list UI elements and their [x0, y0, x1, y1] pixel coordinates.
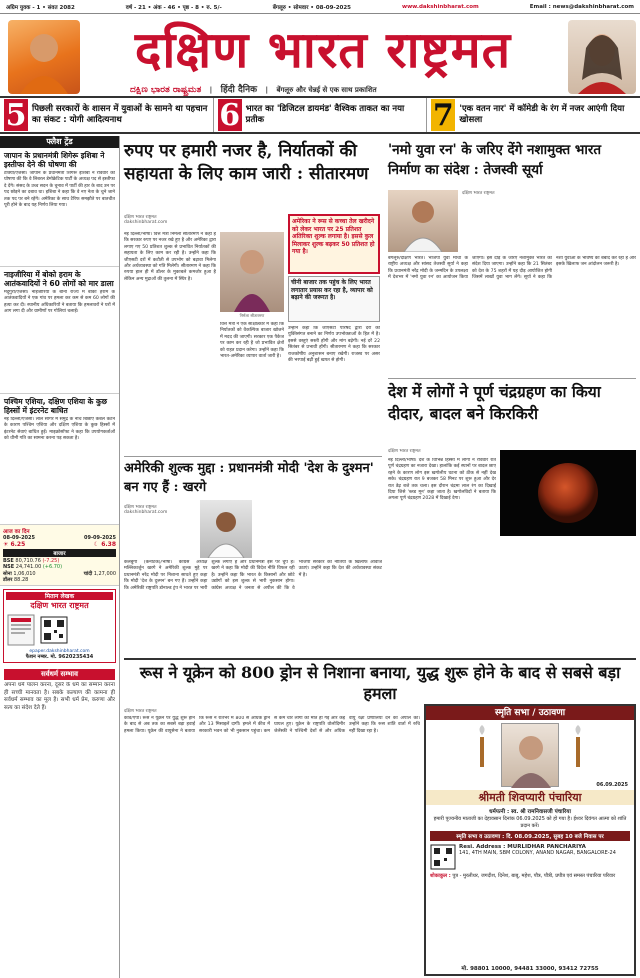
kharge-byline: दक्षिण भारत राष्ट्रमत dakshinbharat.com [124, 505, 168, 515]
bse-ticker: BSE 80,710.76 (-7.25) [3, 558, 60, 564]
newspaper-icon [6, 613, 36, 647]
eclipse-body: नई दिल्ली/भाषा। देश के विभिन्न हिस्सों में लोगों ने रविवार रात पूर्ण चंद्रग्रहण का नजारा देखा। हालांकि कई स्थानों पर बादल छाए रहने के कारण लोग इस खगोलीय घटना को ठीक से नहीं देख सके। चंद्रग्रहण रात 9 बजकर 58 मिनट पर शुरू हुआ और देर रात डेढ़ बजे तक चला। इस दौरान चंद्रमा लाल रंग का दिखाई दिया जिसे 'ब्लड मून' कहा जाता है। खगोलविदों ने बताया कि अगला पूर्ण चंद्रग्रहण 2028 में दिखाई देगा। [388, 458, 496, 502]
eclipse-headline[interactable]: देश में लोगों ने पूर्ण चंद्रग्रहण का किया दीदार, बादल बने किरकिरी [388, 378, 636, 444]
russia-byline: दक्षिण भारत राष्ट्रमत [124, 709, 157, 714]
lead-pull-quote [288, 214, 380, 274]
lead-byline: दक्षिण भारत राष्ट्रमत dakshinbharat.com [124, 215, 168, 225]
russia-body: कीव/एपी। रूस ने यूक्रेन पर युद्ध शुरू होने के बाद से अब तक का सबसे बड़ा हवाई हमला किया। यूक्रेन की वायुसेना ने बताया कि रूस ने रातभर में 800 से अधिक ड्रोन और 13 मिसाइलें दागीं। हमले में कीव में सरकारी भवन को भी नुकसान पहुंचा। कम से कम चार लोगों की मौत हो गई और कई घायल हुए। यूक्रेन के राष्ट्रपति वोलोदिमीर जेलेंस्की ने पश्चिमी देशों से और अधिक वायु रक्षा प्रणालियां देने की अपील की। उन्होंने कहा कि रूस शांति वार्ता में रुचि नहीं दिखा रहा है। [124, 716, 420, 734]
sunset-time: ☾ 6.38 [93, 541, 116, 548]
brief-body: मैदुगुरी/एजेंसी। नाइजीरिया के बोर्नो राज्य में बोको हराम के आतंकवादियों ने एक गांव पर हमला कर कम से कम 60 लोगों की हत्या कर दी। स्थानीय अधिकारियों ने बताया कि हमलावरों ने घरों में आग लगा दी और ग्रामीणों पर गोलियां चलाईं। [4, 290, 115, 315]
subscribe-phone: फैशन नम्बर. मो. 9620235434 [25, 654, 94, 660]
teaser-item[interactable] [0, 98, 214, 132]
market-date-next: 09-09-2025 [84, 535, 116, 541]
lead-photo-caption: निर्मला सीतारमण [239, 313, 265, 318]
teaser-page-number: 7 [432, 97, 454, 133]
teaser-text: 'एक वतन नार' में कॉमेडी के रंग में नजर आएंगी दिया खोसला [459, 104, 625, 125]
person-photo-icon [502, 724, 560, 788]
obit-resi-label: Resi. Address : MURLIDHAR PANCHARIYA [459, 844, 586, 850]
lead-photo [220, 232, 284, 312]
obit-meeting: स्मृति सभा व उठावणा : दि. 08.09.2025, सुबह 10 बजे निवास पर [430, 831, 630, 841]
teaser-item[interactable] [214, 98, 428, 132]
youth-photo [388, 190, 458, 252]
person-photo-icon [8, 20, 80, 94]
flash-trend-header: फ्लैश ट्रेंड [0, 136, 119, 148]
market-head: बाजार [3, 549, 116, 557]
masthead-subtitle: ದಕ್ಷಿಣ ಭಾರತ ರಾಷ್ಟ್ರಮತ | हिंदी दैनिक | बेंगलूरु और चेन्नई से एक साथ प्रकाशित [130, 85, 377, 95]
brief-body: टोक्यो/एजेंसी। जापान के प्रधानमंत्री शिगेरू इशिबा ने रविवार को घोषणा की कि वे लिबरल डेमोक्रेटिक पार्टी के अध्यक्ष पद से इस्तीफा दे देंगे। संसद के उच्च सदन के चुनाव में पार्टी की हार के बाद उन पर पद छोड़ने का दबाव था। इशिबा ने कहा कि वे नए नेता के चुने जाने तक पद पर बने रहेंगे। अमेरिका के साथ टैरिफ समझौते पर बातचीत पूरी होने के बाद यह निर्णय लिया गया। [4, 171, 115, 209]
brief-headline: जापान के प्रधानमंत्री शिगेरू इशिबा ने इस्तीफा देने की घोषणा की [4, 151, 105, 169]
teaser-text: पिछली सरकारों के शासन में युवाओं के सामने था पहचान का संकट : योगी आदित्यनाथ [32, 104, 208, 125]
youth-byline: दक्षिण भारत राष्ट्रमत [462, 191, 495, 196]
email-link[interactable]: Email : news@dakshinbharat.com [529, 3, 634, 10]
eclipse-body-cont [500, 540, 636, 638]
obit-photo-row [426, 720, 634, 790]
market-box [0, 525, 119, 586]
brief-story[interactable] [0, 267, 119, 394]
sarvdharm-box [0, 666, 119, 755]
youth-headline[interactable]: 'नमो युवा रन' के जरिए देंगे नशामुक्त भारत निर्माण का संदेश : तेजस्वी सूर्या [388, 142, 602, 178]
sarvdharm-body: अपना धर्म पालन करना, दूसरे के धर्म का सम्मान करना ही सच्ची मानवता है। सबके कल्याण की कामना ही सर्वधर्म सम्भाव का मूल है। सभी धर्म प्रेम, करुणा और सत्य का संदेश देते हैं। [4, 682, 115, 711]
obit-photo [501, 723, 559, 787]
obit-grief-block [426, 872, 634, 881]
usd-rate: डॉलर 88.28 [3, 577, 29, 583]
lead-body-col2: वित्त मंत्री ने एक साक्षात्कार में कहा कि निर्यातकों को वैकल्पिक बाजार खोजने में मदद की जाएगी। सरकार एक पैकेज पर काम कर रही है जो प्रभावित क्षेत्रों को राहत प्रदान करेगा। उन्होंने कहा कि भारत-अमेरिका व्यापार वार्ता जारी है। [220, 322, 284, 360]
kharge-headline[interactable]: अमेरिकी शुल्क मुद्दा : प्रधानमंत्री मोदी 'देश के दुश्मन' बन गए हैं : खरगे [124, 456, 382, 500]
obit-grief-names: पुत्र - मुरलीधर, जगदीश, दिनेश, बाबू, महेश, पौत्र, पौत्री, प्रपौत्र एवं समस्त पंचारिया परिवार [452, 873, 616, 879]
obit-date: 06.09.2025 [596, 782, 628, 788]
obit-grief-label: शोकाकुल : [430, 873, 451, 879]
subscribe-url[interactable]: epaper.dakshinbharat.com [29, 649, 90, 654]
sunrise-time: ☀ 6.25 [3, 541, 26, 548]
lead-body-col3: उन्होंने कहा कि जीएसटी परिषद द्वारा दरों को युक्तिसंगत बनाने का निर्णय उपभोक्ताओं के हित में है। इससे वस्तुएं सस्ती होंगी और मांग बढ़ेगी। नई दरें 22 सितंबर से प्रभावी होंगी। सीतारमण ने कहा कि सरकार राजकोषीय अनुशासन बनाए रखेगी। राजस्व पर असर की भरपाई बढ़ी हुई खपत से होगी। [288, 326, 380, 364]
obit-resi-address: 141, 4TH MAIN, SBM COLONY, ANAND NAGAR, BANGALORE-24 [459, 850, 616, 856]
issue-date: बेंगलूरु • सोमवार • 08-09-2025 [272, 4, 352, 11]
teaser-page-number: 5 [5, 97, 27, 133]
subscribe-paper: दक्षिण भारत राष्ट्रमत [30, 600, 89, 610]
actress-portrait [568, 20, 636, 94]
blood-moon-icon [500, 450, 636, 536]
top-info-bar [0, 0, 640, 14]
lead-body-col1: नई दिल्ली/भाषा। वित्त मंत्री निर्मला सीतारमण ने कहा है कि सरकार रुपए पर नजर रखे हुए है और अमेरिका द्वारा लगाए गए 50 प्रतिशत शुल्क से प्रभावित निर्यातकों की सहायता के लिए काम कर रही है। उन्होंने कहा कि जीएसटी दरों में कटौती से उपभोग को बढ़ावा मिलेगा और अर्थव्यवस्था को गति मिलेगी। सीतारमण ने कहा कि रुपया हाल ही में डॉलर के मुकाबले कमजोर हुआ है लेकिन अन्य मुद्राओं की तुलना में स्थिर है। [124, 232, 216, 282]
brief-body: नई दिल्ली/एजेंसी। लाल सागर में समुद्र के नीचे बिछाए केबल कटने के कारण पश्चिम एशिया और दक्षिण एशिया के कुछ हिस्सों में इंटरनेट सेवाएं बाधित हुईं। माइक्रोसॉफ्ट ने कहा कि उपयोगकर्ताओं को धीमी गति का सामना करना पड़ सकता है। [4, 417, 115, 442]
obit-body: हमारी पूज्यनीय माताजी का देहावसान दिनांक 06.09.2025 को हो गया है। ईश्वर दिवंगत आत्मा को शांति प्रदान करें। [433, 816, 627, 829]
volume-label: वर्ष - 21 • अंक - 46 • पृष्ठ - 8 • रु. 5/- [125, 4, 222, 11]
teaser-item[interactable] [427, 98, 640, 132]
brief-headline: नाइजीरिया में बोको हराम के आतंकवादियों ने 60 लोगों को मार डाला [4, 270, 114, 288]
left-column [0, 136, 120, 978]
person-photo-icon [568, 20, 636, 94]
pull-quote-text: चीनी बाजार तक पहुंच के लिए भारत लगातार प्रयास कर रहा है, व्यापार को बढ़ाने की जरूरत है। [291, 279, 373, 301]
tagline: बेंगलूरु और चेन्नई से एक साथ प्रकाशित [276, 86, 377, 94]
subscribe-box[interactable] [3, 589, 116, 663]
hindi-subtitle: हिंदी दैनिक [220, 85, 258, 95]
obit-header: स्मृति सभा / उठावणा [426, 706, 634, 720]
newspaper-title: दक्षिण भारत राष्ट्रमत [134, 20, 512, 79]
youth-body: बेंगलूरु/दक्षिण भारत। भाजपा युवा मोर्चा के राष्ट्रीय अध्यक्ष और सांसद तेजस्वी सूर्या ने कहा कि प्रधानमंत्री नरेंद्र मोदी के जन्मदिन के उपलक्ष्य में देशभर में 'नमो युवा रन' का आयोजन किया जाएगा। इस दौड़ के जरिए नशामुक्त भारत का संदेश दिया जाएगा। उन्होंने कहा कि 21 सितंबर को देश के 75 शहरों में यह दौड़ आयोजित होगी जिसमें लाखों युवा भाग लेंगे। सूर्या ने कहा कि नशा युवाओं के भविष्य को बर्बाद कर रहा है और इसके खिलाफ जन आंदोलन जरूरी है। [388, 256, 636, 281]
person-photo-icon [220, 232, 284, 312]
brief-headline: पश्चिम एशिया, दक्षिण एशिया के कुछ हिस्सों में इंटरनेट बाधित [4, 397, 108, 415]
subscribe-graphic [6, 613, 113, 647]
eclipse-byline: दक्षिण भारत राष्ट्रमत [388, 449, 421, 454]
lead-headline[interactable]: रुपए पर हमारी नजर है, निर्यातकों की सहायता के लिए काम जारी : सीतारमण [124, 141, 369, 184]
brief-story[interactable] [0, 394, 119, 525]
teaser-strip [0, 96, 640, 134]
obituary-ad [424, 704, 636, 976]
lead-pull-quote-2 [288, 276, 380, 322]
subscribe-header: मितान लेखक [6, 592, 113, 600]
edition-label: अग्रिम युवक - 1 • संवत 2082 [6, 4, 75, 11]
eclipse-photo [500, 450, 636, 536]
obit-relation: धर्मपत्नी : स्व. श्री रामनिवासजी पंचारिया [489, 809, 571, 815]
almanac-label: आज का दिन [3, 529, 30, 535]
person-photo-icon [200, 500, 252, 558]
gold-price: सोना 1,06,010 [3, 571, 36, 577]
incense-icon [469, 723, 495, 769]
obit-address-row [426, 842, 634, 872]
nse-ticker: NSE 24,741.00 (+6.70) [3, 564, 63, 570]
silver-price: चांदी 1,27,000 [83, 571, 116, 577]
yogi-portrait [8, 20, 80, 94]
website-link[interactable]: www.dakshinbharat.com [401, 3, 479, 10]
kharge-body: कलबुर्गी (कर्नाटक)/भाषा। कांग्रेस अध्यक्ष मल्लिकार्जुन खरगे ने अमेरिकी शुल्क मुद्दे पर प्रधानमंत्री नरेंद्र मोदी पर निशाना साधते हुए कहा कि मोदी 'देश के दुश्मन' बन गए हैं। उन्होंने कहा कि अमेरिकी राष्ट्रपति डोनाल्ड ट्रंप ने भारत पर भारी शुल्क लगाए हैं और प्रधानमंत्री इस पर चुप हैं। खरगे ने कहा कि मोदी की विदेश नीति विफल रही है। उन्होंने कहा कि भारत के किसानों और छोटे उद्योगों को इस शुल्क से भारी नुकसान होगा। कांग्रेस अध्यक्ष ने जनता से अपील की कि वे भाजपा सरकार की नीतियों के खिलाफ आवाज उठाएं। उन्होंने कहा कि देश की अर्थव्यवस्था संकट में है। [124, 560, 382, 591]
index-row [3, 564, 116, 570]
pull-quote-text: अमेरिका ने रूस से कच्चा तेल खरीदने को लेकर भारत पर 25 प्रतिशत अतिरिक्त शुल्क लगाया है। इससे कुल मिलाकर शुल्क बढ़कर 50 प्रतिशत हो गया है। [292, 218, 375, 255]
teaser-page-number: 6 [219, 97, 241, 133]
market-date-today: 08-09-2025 [3, 535, 35, 541]
person-photo-icon [388, 190, 458, 252]
incense-icon [565, 723, 591, 769]
sun-times [3, 541, 116, 548]
brief-story[interactable] [0, 148, 119, 267]
russia-headline[interactable]: रूस ने यूक्रेन को 800 ड्रोन से निशाना बनाया, युद्ध शुरू होने के बाद से सबसे बड़ा हमला [124, 658, 636, 700]
sarvdharm-header: सर्वधर्म सम्भाव [4, 669, 115, 680]
obit-phone: मो. 98801 10000, 94481 33000, 93412 72755 [461, 966, 599, 972]
kannada-title: ದಕ್ಷಿಣ ಭಾರತ ರಾಷ್ಟ್ರಮತ [130, 85, 202, 95]
teaser-text: भारत का 'डिजिटल डायमंड' वैश्विक ताकत का नया प्रतीक [245, 104, 405, 125]
kharge-photo [200, 500, 252, 558]
obit-name: श्रीमती शिवप्यारी पंचारिया [426, 790, 634, 805]
qr-code-icon[interactable] [39, 613, 69, 647]
qr-code-icon[interactable] [430, 844, 456, 870]
